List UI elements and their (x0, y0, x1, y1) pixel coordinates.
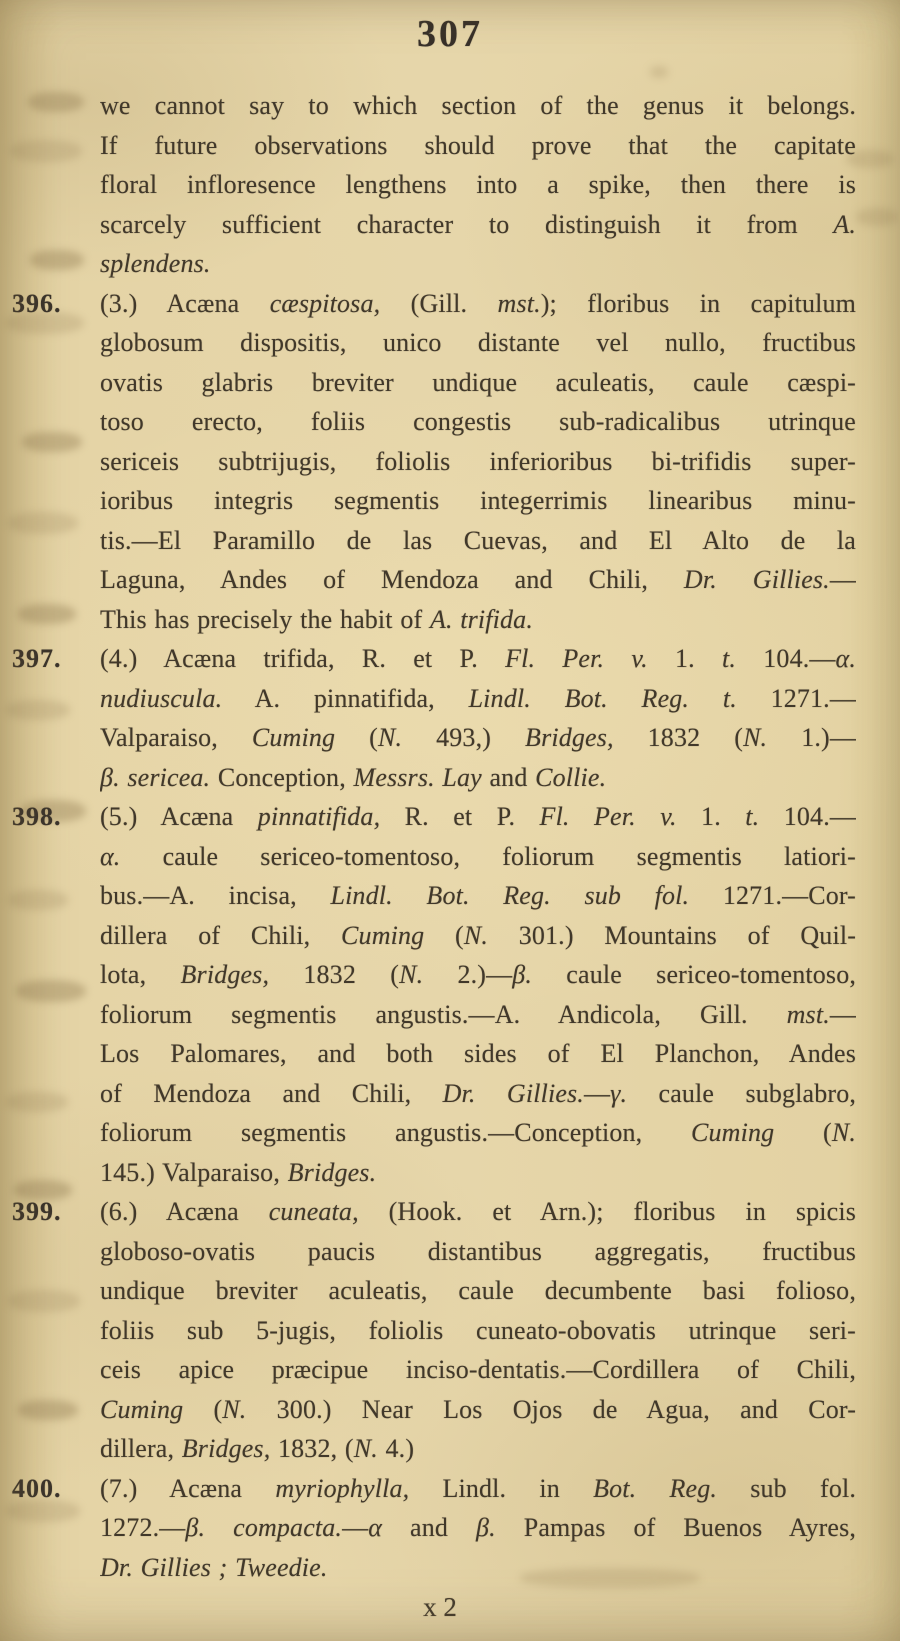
text-line: nudiuscula. A. pinnatifida, Lindl. Bot. Reg. t. 1271.— (100, 683, 856, 713)
text-line: globoso-ovatis paucis distantibus aggregatis, fructibus (100, 1236, 856, 1266)
bleed-through-smudge (8, 1290, 80, 1312)
page-number: 307 (417, 13, 483, 55)
text-line: toso erecto, foliis congestis sub-radicalibus utrinque (100, 407, 856, 436)
text-line: scarcely sufficient character to distinguish it from A. (100, 209, 856, 239)
text-line: Valparaiso, Cuming (N. 493,) Bridges, 1832 (N. 1.)— (100, 723, 856, 752)
bleed-through-smudge (28, 92, 84, 112)
text-line: ovatis glabris breviter undique aculeatis, caule cæspi- (100, 367, 856, 397)
entry-396 (12, 284, 856, 640)
text-line: (6.) Acæna cuneata, (Hook. et Arn.); floribus in spicis (100, 1197, 856, 1226)
entry-number: 397. (12, 644, 62, 673)
entry-number: 400. (12, 1473, 62, 1503)
bleed-through-smudge (650, 66, 668, 78)
text-line: dillera, Bridges, 1832, (N. 4.) (100, 1434, 415, 1463)
text-line: ceis apice præcipue inciso-dentatis.—Cordillera of Chili, (100, 1355, 856, 1384)
text-line: globosum dispositis, unico distante vel nullo, fructibus (100, 328, 856, 357)
bleed-through-smudge (18, 604, 76, 624)
text-line: we cannot say to which section of the genus it belongs. (100, 91, 856, 120)
text-line: bus.—A. incisa, Lindl. Bot. Reg. sub fol. 1271.—Cor- (100, 881, 856, 910)
text-line: foliorum segmentis angustis.—Conception, Cuming (N. (100, 1118, 856, 1147)
entry-number: 396. (12, 288, 62, 318)
text-line: foliis sub 5-jugis, foliolis cuneato-obovatis utrinque seri- (100, 1315, 856, 1345)
text-line: (7.) Acæna myriophylla, Lindl. in Bot. Reg. sub fol. (100, 1473, 856, 1503)
text-line: undique breviter aculeatis, caule decumbente basi folioso, (100, 1276, 856, 1305)
text-line: α. caule sericeo-tomentoso, foliorum segmentis latiori- (100, 841, 856, 871)
text-line: (4.) Acæna trifida, R. et P. Fl. Per. v. 1. t. 104.—α. (100, 644, 856, 673)
page-text-block (12, 86, 856, 1587)
text-line: This has precisely the habit of A. trifida. (100, 604, 533, 634)
text-line: (5.) Acæna pinnatifida, R. et P. Fl. Per. v. 1. t. 104.— (100, 802, 856, 831)
text-line: dillera of Chili, Cuming (N. 301.) Mountains of Quil- (100, 920, 856, 950)
text-line: of Mendoza and Chili, Dr. Gillies.—γ. caule subglabro, (100, 1078, 856, 1108)
bleed-through-smudge (8, 512, 78, 534)
entry-397 (12, 639, 856, 797)
entry-number: 398. (12, 802, 62, 831)
text-line: foliorum segmentis angustis.—A. Andicola, Gill. mst.— (100, 999, 856, 1029)
bleed-through-smudge (18, 1400, 78, 1420)
bleed-through-smudge (10, 140, 82, 162)
text-line: Laguna, Andes of Mendoza and Chili, Dr. Gillies.— (100, 565, 856, 594)
bleed-through-smudge (6, 700, 70, 720)
entry-number: 399. (12, 1197, 62, 1226)
text-line: 145.) Valparaiso, Bridges. (100, 1157, 377, 1187)
text-line: sericeis subtrijugis, foliolis inferioribus bi-trifidis super- (100, 446, 856, 476)
text-line: splendens. (100, 249, 211, 278)
bleed-through-smudge (22, 432, 82, 452)
text-line: tis.—El Paramillo de las Cuevas, and El Alto de la (100, 525, 856, 555)
bleed-through-smudge (8, 890, 68, 910)
text-line: lota, Bridges, 1832 (N. 2.)—β. caule sericeo-tomentoso, (100, 960, 856, 989)
text-line: floral infloresence lengthens into a spike, then there is (100, 170, 856, 199)
text-line: 1272.—β. compacta.—α and β. Pampas of Buenos Ayres, (100, 1513, 856, 1542)
text-line: Los Palomares, and both sides of El Planchon, Andes (100, 1039, 856, 1068)
entry-399 (12, 1192, 856, 1469)
bleed-through-smudge (6, 1092, 68, 1112)
text-line: If future observations should prove that the capitate (100, 130, 856, 160)
bleed-through-smudge (856, 208, 898, 226)
entry-398 (12, 797, 856, 1192)
bleed-through-smudge (30, 250, 84, 270)
entry-400 (12, 1469, 856, 1588)
text-line: Dr. Gillies ; Tweedie. (100, 1552, 328, 1582)
printer-signature-mark: x 2 (423, 1592, 457, 1622)
text-line: Cuming (N. 300.) Near Los Ojos de Agua, and Cor- (100, 1394, 856, 1424)
text-line: (3.) Acæna cæspitosa, (Gill. mst.); floribus in capitulum (100, 288, 856, 318)
intro-paragraph (100, 86, 856, 284)
text-line: β. sericea. Conception, Messrs. Lay and Collie. (100, 762, 607, 792)
text-line: ioribus integris segmentis integerrimis linearibus minu- (100, 486, 856, 515)
bleed-through-smudge (16, 980, 86, 1002)
